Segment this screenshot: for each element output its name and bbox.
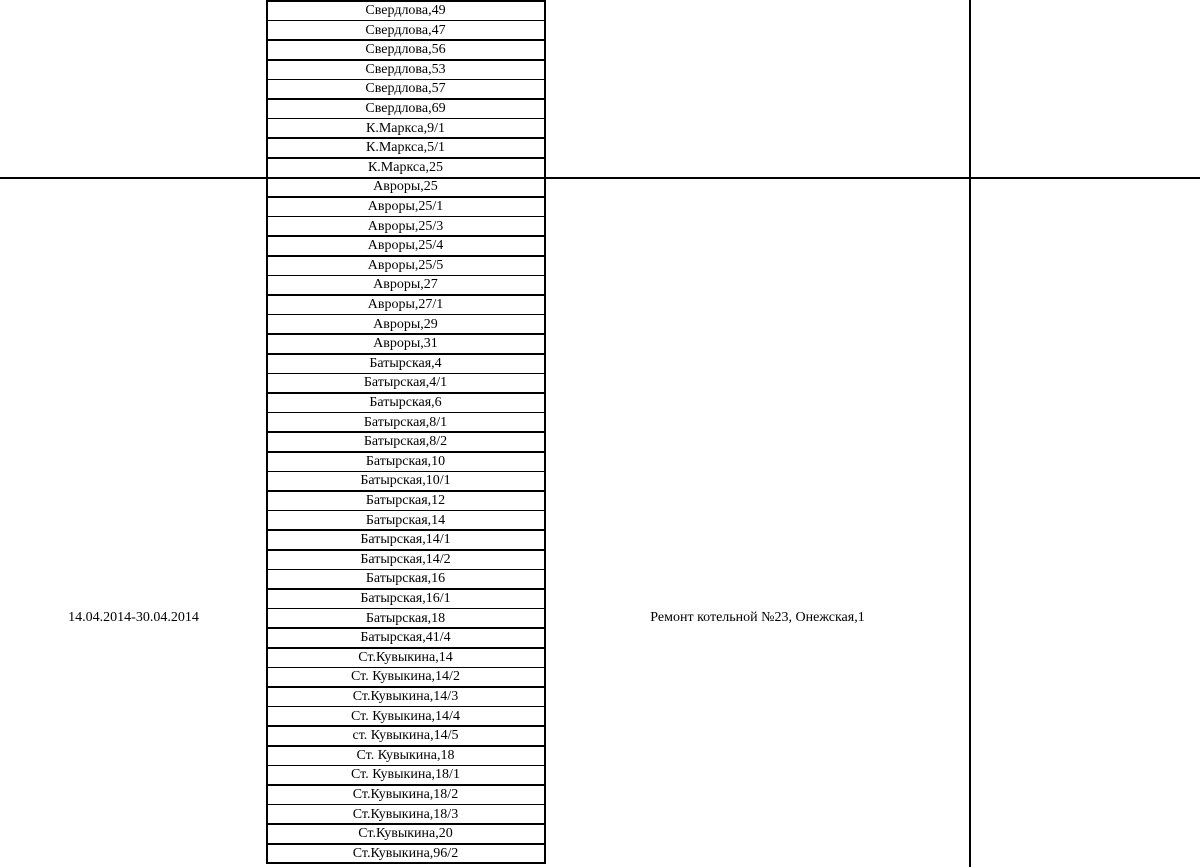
row-divider (267, 0, 544, 2)
address-cell: ст. Кувыкина,14/5 (352, 728, 459, 744)
address-cell: Батырская,10/1 (360, 473, 451, 489)
address-cell: Свердлова,47 (365, 22, 446, 38)
address-cell: Ст. Кувыкина,18/1 (351, 767, 460, 783)
address-cell: Авроры,27/1 (367, 297, 444, 312)
address-cell: К.Маркса,5/1 (366, 140, 445, 156)
address-cell: Ст. Кувыкина,14/4 (351, 708, 460, 724)
outage-period: 14.04.2014-30.04.2014 (68, 610, 199, 625)
group-separator (0, 177, 1200, 179)
address-cell: Батырская,14/1 (360, 532, 451, 548)
work-description: Ремонт котельной №23, Онежская,1 (650, 610, 865, 625)
address-cell: Ст.Кувыкина,14 (358, 649, 453, 665)
address-cell: Ст.Кувыкина,18/3 (352, 806, 459, 822)
address-cell: Батырская,10 (365, 453, 446, 469)
address-cell: Авроры,31 (373, 336, 438, 352)
address-cell: Батырская,6 (369, 395, 442, 410)
address-cell: Батырская,16/1 (360, 591, 451, 606)
address-cell: Ст.Кувыкина,18/2 (352, 787, 459, 802)
address-cell: Батырская,41/4 (360, 630, 451, 646)
address-cell: Батырская,12 (365, 493, 446, 508)
address-cell: Авроры,25 (373, 179, 438, 195)
address-cell: Батырская,16 (365, 571, 446, 587)
table-border-right-of-address (544, 0, 546, 864)
address-cell: Авроры,25/5 (367, 257, 444, 273)
address-cell: Батырская,4/1 (363, 375, 448, 391)
address-cell: Ст.Кувыкина,14/3 (352, 689, 459, 704)
address-column (267, 0, 544, 864)
address-cell: Авроры,25/3 (367, 218, 444, 234)
address-cell: Ст.Кувыкина,96/2 (352, 845, 459, 861)
address-cell: К.Маркса,9/1 (366, 120, 445, 136)
address-cell: Батырская,8/2 (363, 434, 448, 450)
address-cell: Ст. Кувыкина,18 (356, 747, 455, 763)
address-cell: Батырская,8/1 (363, 414, 448, 430)
address-cell: Свердлова,53 (365, 61, 446, 77)
address-cell: Свердлова,56 (365, 42, 446, 58)
address-cell: Свердлова,69 (365, 101, 446, 116)
address-cell: Батырская,4 (369, 355, 442, 371)
address-cell: Авроры,25/4 (367, 238, 444, 254)
address-cell: Ст.Кувыкина,20 (358, 826, 453, 842)
address-cell: Свердлова,49 (365, 3, 446, 18)
address-cell: Авроры,25/1 (367, 199, 444, 214)
address-cell: Батырская,14/2 (360, 551, 451, 567)
address-cell: Батырская,14 (365, 512, 446, 528)
address-cell: Свердлова,57 (365, 81, 446, 97)
table-border-right-of-work (969, 0, 971, 867)
address-cell: Авроры,29 (373, 316, 438, 332)
address-cell: Авроры,27 (373, 277, 438, 293)
address-cell: Ст. Кувыкина,14/2 (351, 669, 460, 685)
address-cell: К.Маркса,25 (367, 159, 444, 175)
address-cell: Батырская,18 (365, 610, 446, 626)
